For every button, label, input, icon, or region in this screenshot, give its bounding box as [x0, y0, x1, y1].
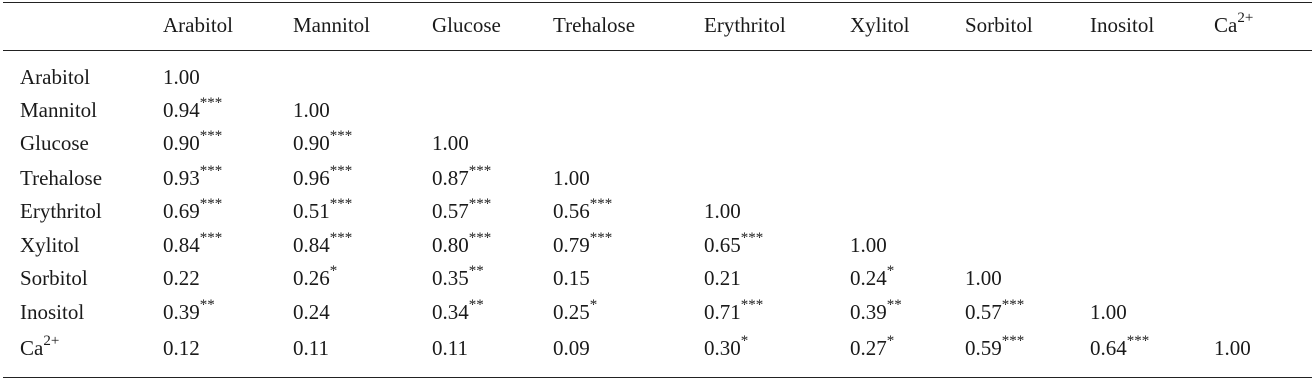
row-label: Mannitol [20, 98, 97, 122]
significance-marker: *** [589, 196, 613, 212]
row-label: $Ca^{2+}$ [20, 333, 60, 360]
table-cell: 0.15 [553, 266, 590, 290]
significance-marker: * [589, 297, 598, 313]
significance-marker: *** [1126, 333, 1150, 349]
significance-marker: * [740, 333, 749, 349]
column-header: Inositol [1090, 13, 1155, 37]
table-cell: 0.34** [432, 297, 484, 324]
table-cell: 1.00 [850, 233, 887, 257]
significance-marker: *** [468, 163, 492, 179]
table-cell: 0.69*** [163, 196, 223, 223]
column-header: $Ca^{2+}$ [1214, 10, 1254, 37]
table-cell: 0.22 [163, 266, 200, 290]
row-label: Xylitol [20, 233, 80, 257]
table-cell: 0.90*** [163, 128, 223, 155]
table-cell: 0.94*** [163, 95, 223, 122]
table-cell: 0.65*** [704, 230, 764, 257]
table-cell: 0.56*** [553, 196, 613, 223]
table-cell: 1.00 [553, 166, 590, 190]
table-cell: 0.93*** [163, 163, 223, 190]
table-cell: 0.30* [704, 333, 749, 360]
significance-marker: ** [199, 297, 215, 313]
table-cell: 0.79*** [553, 230, 613, 257]
column-header: Erythritol [704, 13, 786, 37]
column-header: Mannitol [293, 13, 370, 37]
significance-marker: *** [329, 163, 353, 179]
significance-marker: *** [329, 128, 353, 144]
significance-marker: ** [468, 297, 484, 313]
significance-marker: *** [740, 230, 764, 246]
significance-marker: *** [199, 95, 223, 111]
table-cell: 1.00 [1090, 300, 1127, 324]
row-label: Sorbitol [20, 266, 88, 290]
column-header: Xylitol [850, 13, 910, 37]
table-cell: 0.24* [850, 263, 895, 290]
row-label: Erythritol [20, 199, 102, 223]
significance-marker: * [886, 263, 895, 279]
table-cell: 0.57*** [432, 196, 492, 223]
table-cell: 0.71*** [704, 297, 764, 324]
table-cell: 0.90*** [293, 128, 353, 155]
column-header: Sorbitol [965, 13, 1033, 37]
table-cell: 0.27* [850, 333, 895, 360]
table-bottom-rule [3, 377, 1312, 378]
table-cell: 0.39** [850, 297, 902, 324]
table-cell: 0.51*** [293, 196, 353, 223]
significance-marker: ** [886, 297, 902, 313]
table-cell: 0.84*** [163, 230, 223, 257]
table-cell: 0.11 [293, 336, 329, 360]
row-label: Arabitol [20, 65, 90, 89]
column-header: Trehalose [553, 13, 636, 37]
table-cell: 0.35** [432, 263, 484, 290]
table-cell: 0.80*** [432, 230, 492, 257]
table-cell: 0.09 [553, 336, 590, 360]
table-cell: 1.00 [163, 65, 200, 89]
significance-marker: *** [468, 230, 492, 246]
table-cell: 1.00 [704, 199, 741, 223]
table-cell: 1.00 [965, 266, 1002, 290]
row-label: Inositol [20, 300, 85, 324]
column-header: Arabitol [163, 13, 233, 37]
table-cell: 0.26* [293, 263, 338, 290]
table-cell: 0.25* [553, 297, 598, 324]
table-cell: 0.21 [704, 266, 741, 290]
significance-marker: *** [199, 163, 223, 179]
table-cell: 0.96*** [293, 163, 353, 190]
significance-marker: *** [1001, 297, 1025, 313]
significance-marker: *** [468, 196, 492, 212]
significance-marker: * [886, 333, 895, 349]
table-cell: 0.64*** [1090, 333, 1150, 360]
significance-marker: * [329, 263, 338, 279]
table-cell: 1.00 [1214, 336, 1251, 360]
table-cell: 0.11 [432, 336, 468, 360]
significance-marker: *** [329, 230, 353, 246]
column-header: Glucose [432, 13, 501, 37]
table-top-rule [3, 2, 1312, 3]
table-cell: 0.84*** [293, 230, 353, 257]
significance-marker: *** [199, 196, 223, 212]
significance-marker: *** [199, 230, 223, 246]
table-cell: 1.00 [293, 98, 330, 122]
table-cell: 0.24 [293, 300, 330, 324]
table-cell: 0.12 [163, 336, 200, 360]
significance-marker: *** [589, 230, 613, 246]
table-header-rule [3, 50, 1312, 51]
row-label: Glucose [20, 131, 89, 155]
significance-marker: *** [199, 128, 223, 144]
significance-marker: *** [1001, 333, 1025, 349]
table-cell: 1.00 [432, 131, 469, 155]
table-cell: 0.39** [163, 297, 215, 324]
row-label: Trehalose [20, 166, 103, 190]
significance-marker: *** [329, 196, 353, 212]
significance-marker: ** [468, 263, 484, 279]
table-cell: 0.57*** [965, 297, 1025, 324]
table-cell: 0.87*** [432, 163, 492, 190]
significance-marker: *** [740, 297, 764, 313]
table-cell: 0.59*** [965, 333, 1025, 360]
